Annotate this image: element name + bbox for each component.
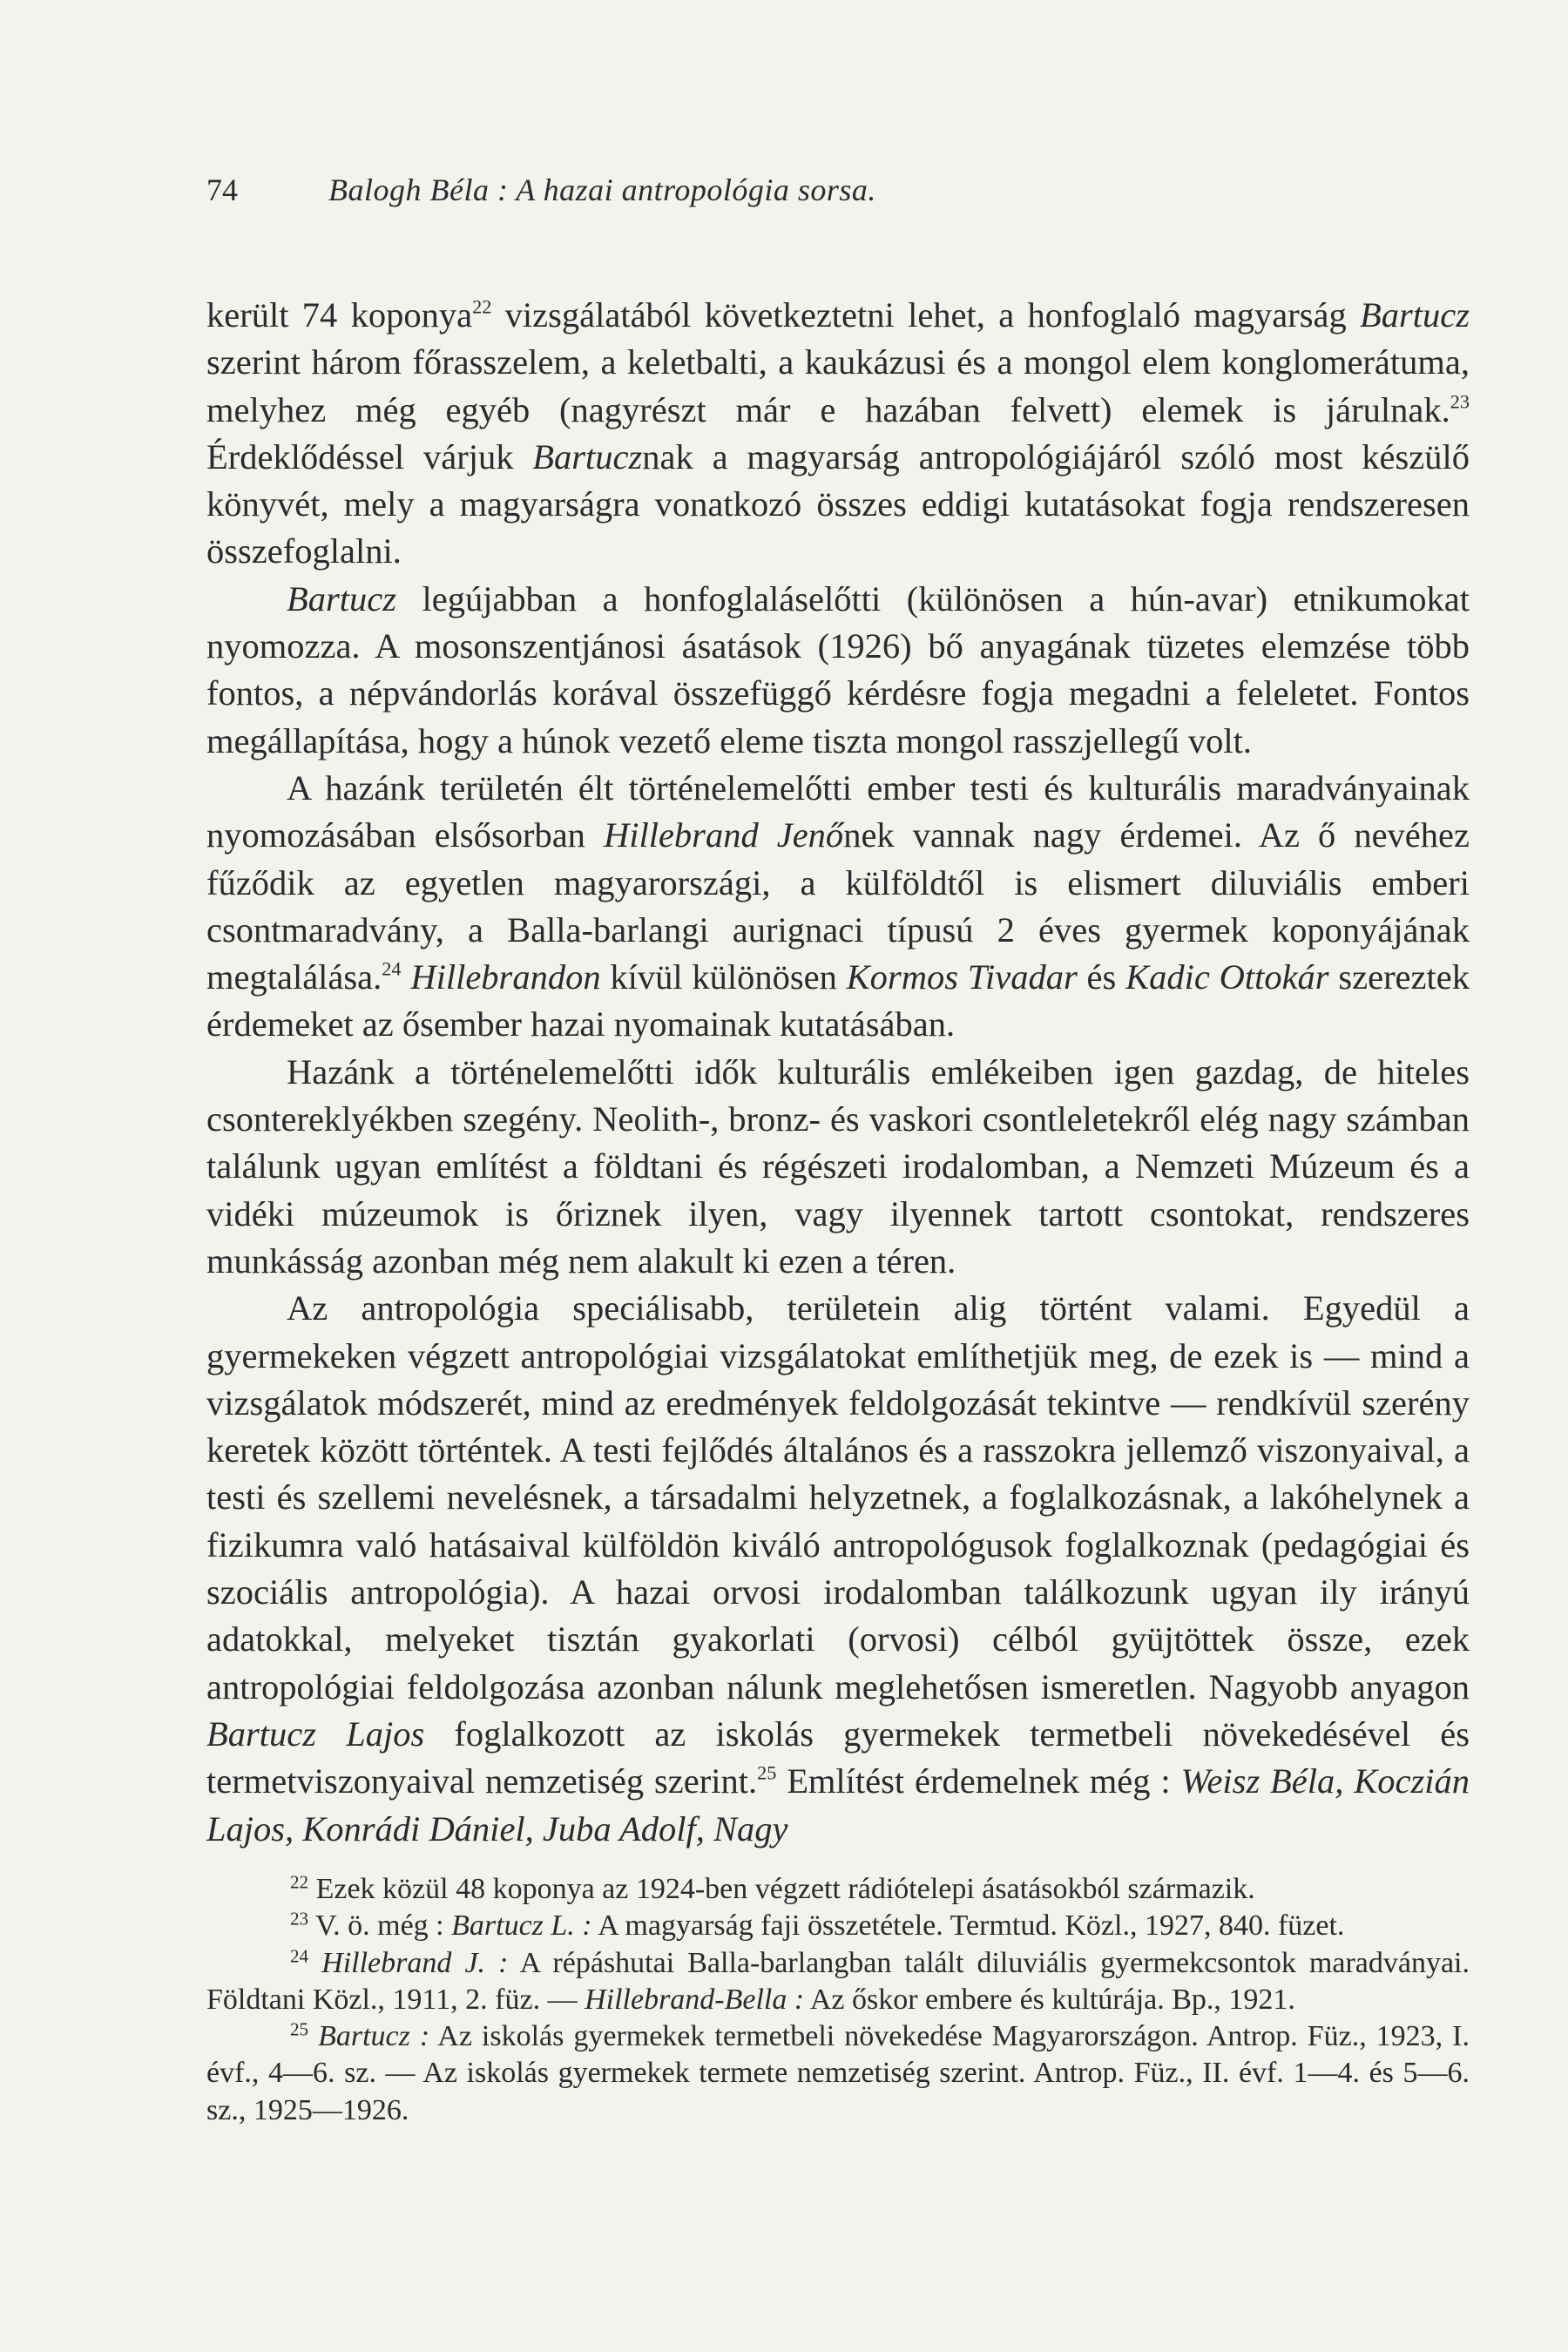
paragraph-2: [206, 576, 1470, 765]
text: [402, 957, 411, 997]
text: kívül különösen: [600, 957, 847, 997]
footnote-ref-25[interactable]: 25: [757, 1761, 777, 1784]
paragraph-4: [206, 1049, 1470, 1285]
text: vizsgálatából következtetni lehet, a honfoglaló magyarság: [491, 295, 1360, 335]
text: Érdeklődéssel várjuk: [206, 436, 533, 476]
author-name: Kadic Ottokár: [1125, 957, 1329, 997]
running-header: [206, 167, 1470, 213]
footnote-number: 23: [290, 1908, 309, 1930]
text: legújabban a honfoglaláselőtti (különösen a hún-avar) etnikumokat nyomozza. A mosonszentjánosi ásatások (1926) bő anyagának tüzetes elemzése több fontos, a népvándorlás korával összefüggő kérdésre fogja megadni a feleletet. Fontos megállapítása, hogy a húnok vezető eleme tiszta mongol rasszjellegű volt.: [206, 578, 1470, 760]
text: nek vannak nagy érdemei. Az ő nevéhez fűződik az egyetlen magyarországi, a külföldtől is elismert diluviális emberi csontmaradvány, a Balla-barlangi aurignaci típusú 2 éves gyermek koponyájának megtalálása.: [206, 815, 1470, 997]
footnote-ref-23[interactable]: 23: [1450, 390, 1470, 413]
author-name: Hillebrand Jenő: [603, 815, 844, 855]
author-name: Bartucz L. :: [451, 1909, 592, 1943]
author-name: Kormos Tivadar: [846, 957, 1078, 997]
author-name: Hillebrand J. :: [308, 1946, 509, 1979]
text: V. ö. még :: [308, 1909, 452, 1943]
text: A hazánk területén élt történelemelőtti ember testi és kulturális maradványainak nyomozásában elsősorban: [206, 767, 1470, 855]
text: szerint három főrasszelem, a keletbalti, a kaukázusi és a mongol elem konglomerátuma, melyhez még egyéb (nagyrészt már e hazában felvett) elemek is járulnak.: [206, 342, 1470, 429]
body-text: [206, 292, 1470, 1853]
footnote-22: [206, 1871, 1470, 1908]
author-name: Bartucz Lajos: [206, 1713, 425, 1754]
footnotes: [206, 1871, 1470, 2129]
text: került 74 koponya: [206, 295, 473, 335]
paragraph-1: [206, 292, 1470, 576]
text: Említést érdemelnek még :: [776, 1761, 1181, 1801]
paragraph-3: [206, 765, 1470, 1049]
text: foglalkozott az iskolás gyermekek termetbeli növekedésével és termetviszonyaival nemzetiség szerint.: [206, 1713, 1470, 1801]
page-number: 74: [206, 172, 238, 207]
author-names-list: Weisz Béla, Koczián Lajos, Konrádi Dániel, Juba Adolf, Nagy: [206, 1761, 1470, 1848]
text: Az antropológia speciálisabb, területein alig történt valami. Egyedül a gyermekeken végzett antropológiai vizsgálatokat említhetjük meg, de ezek is — mind a vizsgálatok módszerét, mind az eredmények feldolgozását tekintve — rendkívül szerény keretek között történtek. A testi fejlődés általános és a rasszokra jellemző viszonyaival, a testi és szellemi nevelésnek, a társadalmi helyzetnek, a foglalkozásnak, a lakóhelynek a fizikumra való hatásaival külföldön kiváló antropológusok foglalkoznak (pedagógiai és szociális antropológia). A hazai orvosi irodalomban találkozunk ugyan ily irányú adatokkal, melyeket tisztán gyakorlati (orvosi) célból gyüjtöttek össze, ezek antropológiai feldolgozása azonban nálunk meglehetősen ismeretlen. Nagyobb anyagon: [206, 1288, 1470, 1707]
text: nak a magyarság antropológiájáról szóló most készülő könyvét, mely a magyarságra vonatkozó összes eddigi kutatásokat fogja rendszeresen összefoglalni.: [206, 436, 1470, 571]
footnote-number: 25: [290, 2018, 309, 2040]
text: Az iskolás gyermekek termetbeli növekedése Magyarországon. Antrop. Füz., 1923, I. évf., 4—6. sz. — Az iskolás gyermekek termete nemzetiség szerint. Antrop. Füz., II. évf. 1—4. és 5—6. sz., 1925—1926.: [206, 2020, 1470, 2126]
footnote-23: [206, 1908, 1470, 1944]
text: Ezek közül 48 koponya az 1924-ben végzett rádiótelepi ásatásokból származik.: [308, 1873, 1255, 1905]
footnote-ref-22[interactable]: 22: [472, 295, 492, 318]
text: Az őskor embere és kultúrája. Bp., 1921.: [804, 1983, 1295, 2016]
author-name: Hillebrandon: [410, 957, 601, 997]
footnote-number: 22: [290, 1871, 309, 1893]
author-name: Bartucz: [532, 436, 643, 476]
author-name: Bartucz :: [308, 2020, 430, 2053]
text: A répáshutai Balla-barlangban talált diluviális gyermekcsontok maradványai. Földtani Közl., 1911, 2. füz. —: [206, 1946, 1470, 2016]
author-name: Bartucz: [1360, 295, 1470, 335]
paragraph-5: [206, 1285, 1470, 1853]
footnote-24: [206, 1945, 1470, 2019]
text: A magyarság faji összetétele. Termtud. Közl., 1927, 840. füzet.: [591, 1909, 1345, 1943]
author-name: Bartucz: [287, 578, 396, 618]
text: és: [1077, 957, 1126, 997]
text: Hazánk a történelemelőtti idők kulturális emlékeiben igen gazdag, de hiteles csontereklyékben szegény. Neolith-, bronz- és vaskori csontleletekről elég nagy számban találunk ugyan említést a földtani és régészeti irodalomban, a Nemzeti Múzeum és a vidéki múzeumok is őriznek ilyen, vagy ilyennek tartott csontokat, rendszeres munkásság azonban még nem alakult ki ezen a téren.: [206, 1051, 1470, 1281]
author-name: Hillebrand-Bella :: [585, 1983, 805, 2016]
running-title: Balogh Béla : A hazai antropológia sorsa.: [328, 172, 876, 207]
footnote-25: [206, 2018, 1470, 2129]
text: szereztek érdemeket az ősember hazai nyomainak kutatásában.: [206, 957, 1470, 1044]
footnote-number: 24: [290, 1945, 309, 1966]
footnote-ref-24[interactable]: 24: [382, 957, 402, 980]
